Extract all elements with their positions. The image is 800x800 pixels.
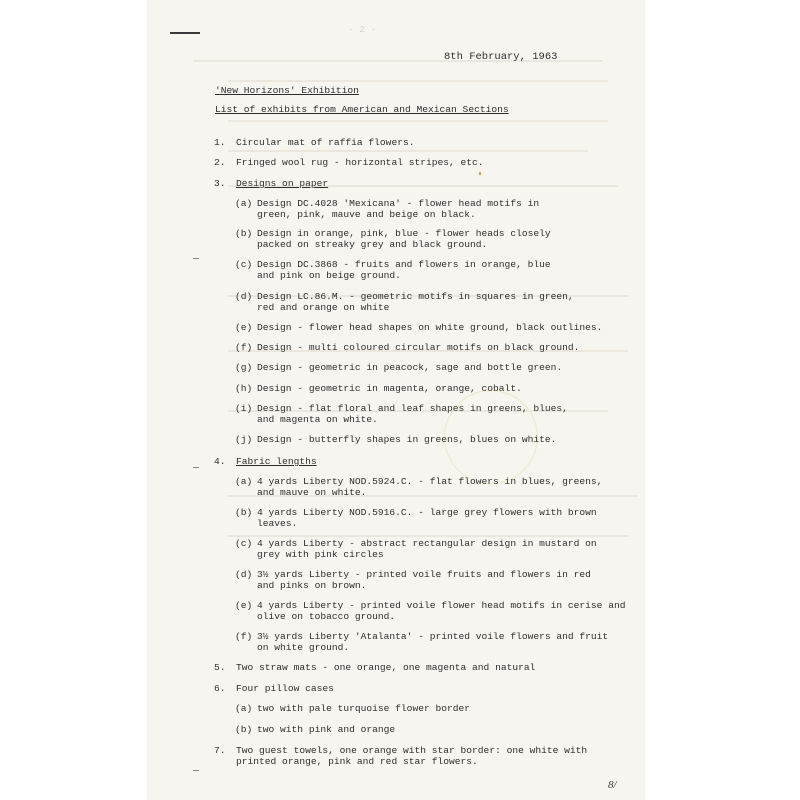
sub-item-letter: (d) xyxy=(235,291,253,302)
item-number: 2. xyxy=(214,157,226,168)
sub-item-line: Design in orange, pink, blue - flower heads closely xyxy=(257,228,551,239)
sub-item-letter: (a) xyxy=(235,703,253,714)
sub-item-line: packed on streaky grey and black ground. xyxy=(257,239,488,250)
sub-item-line: Design - flower head shapes on white ground, black outlines. xyxy=(257,322,603,333)
sub-item-letter: (a) xyxy=(235,198,253,209)
sub-item-letter: (h) xyxy=(235,383,253,394)
sub-item-line: green, pink, mauve and beige on black. xyxy=(257,209,476,220)
sub-item-line: and pink on beige ground. xyxy=(257,270,401,281)
sub-item-line: Design - geometric in magenta, orange, cobalt. xyxy=(257,383,522,394)
sub-item-letter: (f) xyxy=(235,631,253,642)
sub-item-letter: (b) xyxy=(235,507,253,518)
sub-item-line: red and orange on white xyxy=(257,302,390,313)
item-text: Fringed wool rug - horizontal stripes, etc. xyxy=(236,157,484,168)
continuation-page-number: 8/ xyxy=(608,779,617,791)
ink-spot xyxy=(479,172,481,175)
sub-item-line: 3½ yards Liberty - printed voile fruits and flowers in red xyxy=(257,569,591,580)
document-date: 8th February, 1963 xyxy=(444,51,558,63)
section-number: 4. xyxy=(214,456,226,467)
sub-item-letter: (b) xyxy=(235,724,253,735)
sub-item-line: 4 yards Liberty - printed voile flower head motifs in cerise and xyxy=(257,600,626,611)
sub-item-letter: (f) xyxy=(235,342,253,353)
sub-item-letter: (e) xyxy=(235,600,253,611)
sub-item-letter: (c) xyxy=(235,538,253,549)
document-title: 'New Horizons' Exhibition xyxy=(215,85,359,96)
sub-item-letter: (i) xyxy=(235,403,253,414)
item-text: printed orange, pink and red star flowers. xyxy=(236,756,478,767)
sub-item-line: leaves. xyxy=(257,518,298,529)
sub-item-line: and mauve on white. xyxy=(257,487,367,498)
sub-item-letter: (g) xyxy=(235,362,253,373)
section-heading: Fabric lengths xyxy=(236,456,317,467)
sub-item-line: Design LC.86.M. - geometric motifs in squares in green, xyxy=(257,291,574,302)
sub-item-line: 3½ yards Liberty 'Atalanta' - printed voile flowers and fruit xyxy=(257,631,609,642)
sub-item-line: Design DC.4028 'Mexicana' - flower head motifs in xyxy=(257,198,540,209)
document-subtitle: List of exhibits from American and Mexican Sections xyxy=(215,104,509,115)
sub-item-line: on white ground. xyxy=(257,642,350,653)
section-heading: Designs on paper xyxy=(236,178,329,189)
sub-item-letter: (d) xyxy=(235,569,253,580)
sub-item-line: two with pale turquoise flower border xyxy=(257,703,471,714)
sub-item-letter: (j) xyxy=(235,434,253,445)
sub-item-line: 4 yards Liberty NOD.5916.C. - large grey flowers with brown xyxy=(257,507,597,518)
punch-mark xyxy=(170,32,200,34)
sub-item-letter: (b) xyxy=(235,228,253,239)
sub-item-line: 4 yards Liberty NOD.5924.C. - flat flowers in blues, greens, xyxy=(257,476,603,487)
show-through-marker: - 2 - xyxy=(348,24,377,35)
margin-tick xyxy=(193,467,199,468)
item-text: Two guest towels, one orange with star border: one white with xyxy=(236,745,588,756)
sub-item-line: 4 yards Liberty - abstract rectangular design in mustard on xyxy=(257,538,597,549)
section-number: 3. xyxy=(214,178,226,189)
sub-item-letter: (e) xyxy=(235,322,253,333)
sub-item-line: olive on tobacco ground. xyxy=(257,611,396,622)
item-text: Four pillow cases xyxy=(236,683,334,694)
sub-item-line: Design - butterfly shapes in greens, blues on white. xyxy=(257,434,557,445)
item-text: Two straw mats - one orange, one magenta and natural xyxy=(236,662,536,673)
item-text: Circular mat of raffia flowers. xyxy=(236,137,415,148)
sub-item-line: Design - flat floral and leaf shapes in greens, blues, xyxy=(257,403,568,414)
margin-tick xyxy=(193,258,199,259)
sub-item-line: two with pink and orange xyxy=(257,724,396,735)
item-number: 6. xyxy=(214,683,226,694)
sub-item-line: and pinks on brown. xyxy=(257,580,367,591)
document-page xyxy=(148,0,644,800)
sub-item-line: Design - geometric in peacock, sage and bottle green. xyxy=(257,362,563,373)
sub-item-letter: (c) xyxy=(235,259,253,270)
sub-item-line: and magenta on white. xyxy=(257,414,378,425)
sub-item-letter: (a) xyxy=(235,476,253,487)
sub-item-line: grey with pink circles xyxy=(257,549,384,560)
sub-item-line: Design DC.3868 - fruits and flowers in orange, blue xyxy=(257,259,551,270)
sub-item-line: Design - multi coloured circular motifs on black ground. xyxy=(257,342,580,353)
item-number: 5. xyxy=(214,662,226,673)
margin-tick xyxy=(193,770,199,771)
item-number: 7. xyxy=(214,745,226,756)
item-number: 1. xyxy=(214,137,226,148)
